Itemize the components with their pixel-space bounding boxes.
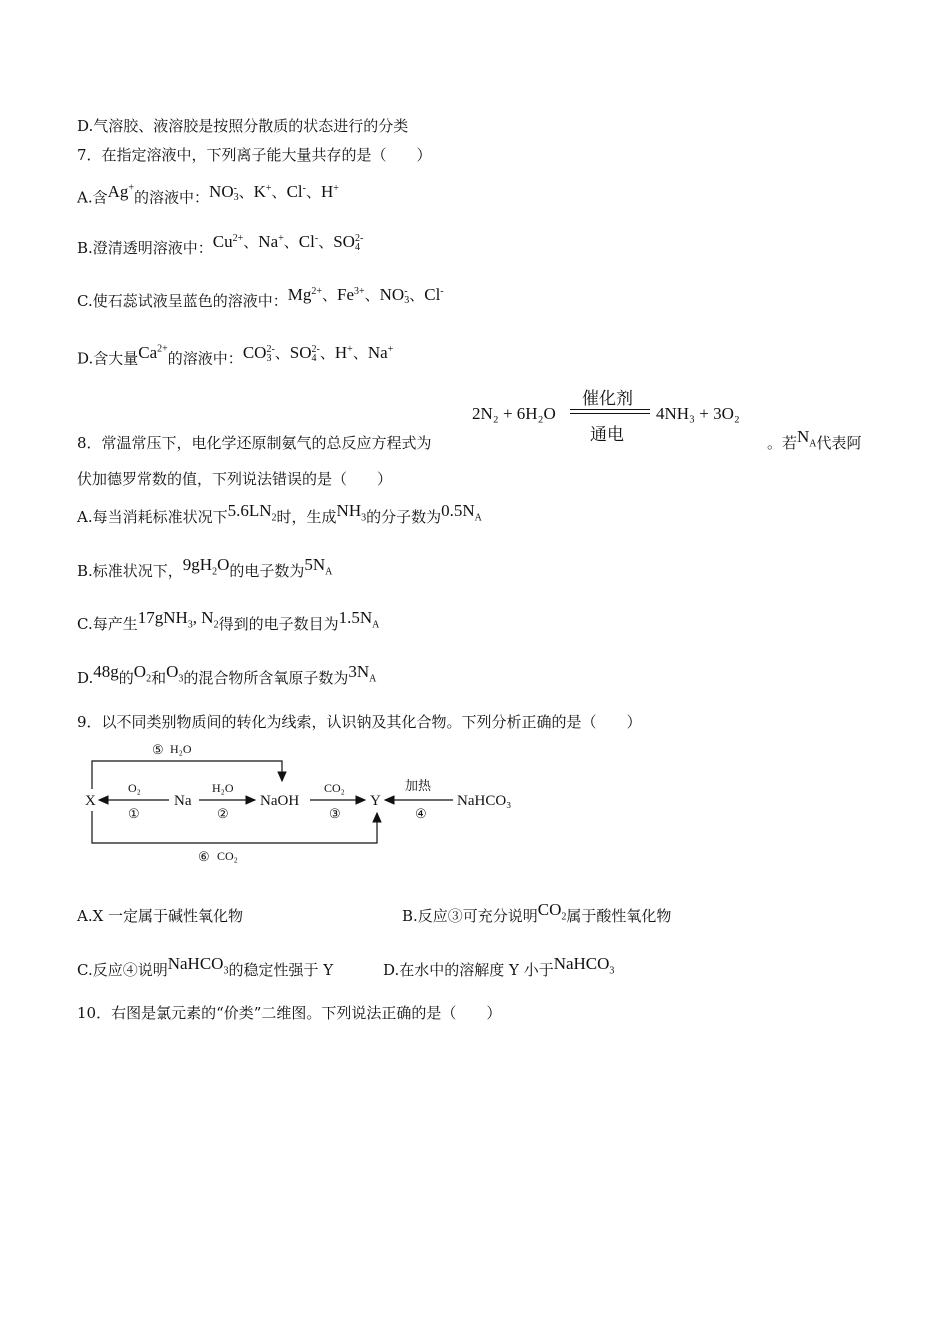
label-n3: ③ (329, 806, 341, 821)
ion: K + (253, 181, 272, 201)
q8-stem-line2: 伏加德罗常数的值，下列说法错误的是（ ） (77, 470, 393, 488)
ion-separator: 、 (409, 286, 425, 304)
ion: CO 2- 3 (242, 342, 275, 364)
q9-option-d: D.在水中的溶解度 Y 小于NaHCO$_3$ (383, 954, 615, 979)
label-r2: H₂O (212, 781, 234, 795)
eq-double-bar (570, 409, 650, 414)
q7-option-a: A.含Ag+的溶液中：NO - 3 、K + 、Cl - 、H + (77, 181, 339, 207)
ion: Mg 2+ (287, 285, 322, 304)
ion-separator: 、 (274, 343, 290, 362)
ion: Na + (367, 342, 394, 362)
ion: Cl - (286, 181, 306, 201)
q7-option-c: C.使石蕊试液呈蓝色的溶液中：Mg 2+ 、Fe 3+ 、NO - 3 、Cl - (77, 285, 444, 310)
arrow-5 (92, 761, 282, 789)
q8-option-a: A.每当消耗标准状况下$5.6LN_2$时，生成$NH_3$的分子数为$0.5N_A$ (77, 501, 482, 526)
node-y: Y (370, 793, 381, 809)
q9-stem: 9．以不同类别物质间的转化为线索，认识钠及其化合物。下列分析正确的是（ ） (77, 713, 642, 731)
eq-catalyst: 催化剂 (582, 389, 633, 409)
label-n2: ② (217, 806, 229, 821)
q7-option-b: B.澄清透明溶液中：Cu 2+ 、Na + 、Cl - 、SO 2- 4 (77, 232, 364, 257)
q8-equation (472, 384, 762, 444)
q10-stem: 10．右图是氯元素的“价类”二维图。下列说法正确的是（ ） (77, 1004, 502, 1022)
q7c-ions (287, 285, 444, 307)
ion: H + (320, 181, 339, 201)
ion-separator: 、 (243, 233, 259, 251)
sodium-conversion-diagram (77, 737, 547, 867)
label-r4: 加热 (405, 778, 432, 793)
q7-stem: 7．在指定溶液中，下列离子能大量共存的是（ ） (77, 146, 432, 164)
ion-separator: 、 (319, 343, 335, 362)
avogadro-symbol: $N_A$ (797, 427, 817, 450)
q7-option-d: D.含大量$Ca^{2+}$的溶液中：CO 2- 3 、SO 2- 4 、H + 、Na + (77, 342, 394, 368)
ion-separator: 、 (352, 343, 368, 362)
q8-option-d: D.48g的$O_2$和$O_3$的混合物所含氧原子数为$3N_A$ (77, 662, 377, 687)
label-r5: H₂O (170, 742, 192, 756)
q7a-condition-ion: Ag+ (107, 181, 135, 201)
eq-right: 4NH₃ + 3O₂ (656, 404, 740, 423)
eq-left: 2N₂ + 6H₂O (472, 404, 556, 423)
q9-option-c: C.反应④说明NaHCO$_3$的稳定性强于 Y (77, 954, 334, 979)
q9-option-b: B.反应③可充分说明$CO_2$属于酸性氧化物 (402, 900, 672, 925)
label-r6: CO₂ (217, 849, 238, 863)
q8-option-b: B.标准状况下，$9gH_2O$的电子数为$5N_A$ (77, 555, 333, 580)
ion-separator: 、 (305, 182, 321, 201)
q8-option-c: C.每产生17gNH$_3$, $N_2$得到的电子数目为$1.5N_A$ (77, 608, 380, 633)
ion: NO - 3 (209, 181, 239, 203)
q8-stem-tail: 。若$N_A$代表阿 (767, 427, 862, 452)
label-r3: CO₂ (324, 781, 345, 795)
ion: Cl - (424, 285, 444, 304)
ion: Cu 2+ (212, 232, 244, 251)
ion-separator: 、 (271, 182, 287, 201)
node-naoh: NaOH (260, 793, 300, 809)
q7b-ions (212, 232, 364, 254)
ion: Cl - (298, 232, 319, 251)
ion-separator: 、 (321, 286, 337, 304)
ion-separator: 、 (283, 233, 299, 251)
ion: Fe 3+ (337, 285, 365, 304)
ion-separator: 、 (364, 286, 380, 304)
node-nahco3: NaHCO₃ (457, 793, 512, 809)
q7d-ions (243, 343, 393, 362)
ion-separator: 、 (238, 182, 254, 201)
label-n5: ⑤ (152, 742, 164, 757)
label-n4: ④ (415, 806, 427, 821)
ion: SO 2- 4 (289, 342, 320, 364)
ion-separator: 、 (318, 233, 334, 251)
label-r1: O₂ (128, 781, 141, 795)
label-n1: ① (128, 806, 140, 821)
label-n6: ⑥ (198, 849, 210, 864)
node-na: Na (174, 793, 192, 809)
q7d-condition-ion: $Ca^{2+}$ (138, 342, 168, 362)
eq-electrolysis: 通电 (590, 425, 624, 445)
ion: SO 2- 4 (333, 232, 364, 254)
q8-stem-line1: 8．常温常压下，电化学还原制氨气的总反应方程式为 (77, 434, 432, 452)
q7a-ions (209, 182, 339, 201)
ion: H + (334, 342, 353, 362)
node-x: X (85, 793, 96, 809)
q6-option-d: D.气溶胶、液溶胶是按照分散质的状态进行的分类 (77, 117, 409, 135)
ion: Na + (258, 232, 284, 251)
q9-option-a: A.X 一定属于碱性氧化物 (77, 907, 244, 925)
ion: NO - 3 (379, 285, 410, 307)
